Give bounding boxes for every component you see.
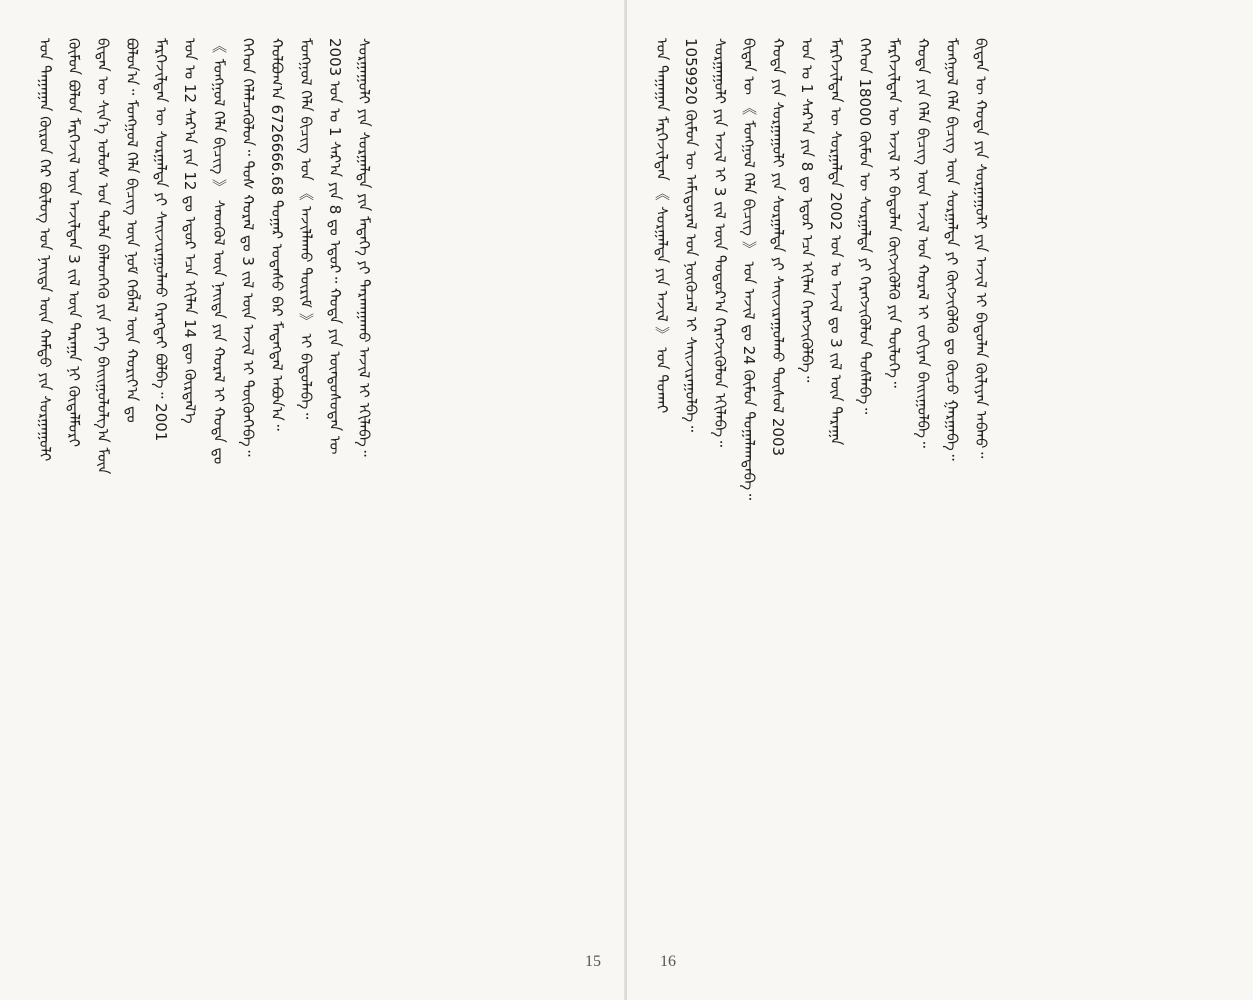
text-column: ᠣᠨ ᠤ 1 ᠰᠠᠷ᠎ᠠ ᠶᠢᠨ 8 ᠳᠤ ᠡᠳᠦᠷ ᠡᠴᠡ ᠡᠬᠢᠯᠡᠨ ᠬᠡᠷᠡᠭᠵᠢᠭᠦᠯᠪᠡ᠃ xyxy=(798,38,816,383)
page-number-left: 15 xyxy=(585,953,601,970)
text-column: ᠬᠣᠲᠠ ᠶᠢᠨ ᠬᠡᠯᠡ ᠪᠢᠴᠢᠭ ᠦᠨ ᠠᠵᠢᠯ ᠤᠨ ᠬᠤᠷᠠᠯ ᠢ ᠵᠣᠬᠢᠶᠠᠨ ᠪᠠᠢᠢᠭᠤᠯᠪᠠ᠃ xyxy=(914,38,932,448)
text-column: ᠪᠢᠳᠡᠨ ᠦ ᠬᠣᠲᠠ ᠶᠢᠨ ᠰᠤᠷᠭᠠᠭᠤᠯᠢ ᠶᠢᠨ ᠠᠵᠢᠯ ᠢ ᠪᠠᠲᠤᠯᠠᠨ ᠬᠦᠯᠢᠶᠡᠨ ᠠᠪᠬᠤ᠃ xyxy=(972,38,990,459)
text-column: ᠣᠨ ᠤ 12 ᠰᠠᠷ᠎ᠠ ᠶᠢᠨ 12 ᠳᠤ ᠡᠳᠦᠷ ᠡᠴᠡ ᠡᠬᠢᠯᠡᠨ 14 ᠳᠦ ᠬᠦᠷᠲᠡᠯ᠎ᠡ xyxy=(181,38,199,424)
text-column: ᠮᠡᠷᠭᠡᠵᠢᠯᠲᠡᠨ ᠦ ᠠᠵᠢᠯ ᠢ ᠪᠠᠲᠤᠯᠠᠨ ᠬᠥᠭᠵᠢᠭᠦᠯᠬᠦ ᠶᠢᠨ ᠲᠥᠯᠦᠭᠡ᠃ xyxy=(885,38,903,388)
text-column: ᠪᠢᠳᠡᠨ ᠦ 《 ᠮᠣᠩᠭᠣᠯ ᠬᠡᠯᠡ ᠪᠢᠴᠢᠭ 》 ᠤᠨ ᠠᠵᠢᠯ ᠳᠤ 24 ᠬᠦᠮᠦᠨ ᠲᠣᠭᠠᠯᠠᠭᠳᠠᠪᠠ᠃ xyxy=(740,38,758,500)
page-number-right: 16 xyxy=(660,953,676,970)
left-page-text-block xyxy=(30,38,614,948)
text-column: ᠰᠤᠷᠭᠠᠭᠤᠯᠢ ᠶᠢᠨ ᠠᠵᠢᠯ ᠢ 3 ᠵᠢᠯ ᠦᠨ ᠳᠤᠲᠤᠷ᠎ᠠ ᠬᠡᠷᠡᠭᠵᠢᠭᠦᠯᠦᠨ ᠡᠬᠢᠯᠡᠪᠡ᠃ xyxy=(711,38,729,448)
text-column: ᠤᠨ ᠳᠠᠭᠠᠭᠠᠨ ᠬᠦᠷᠦᠨ ᠭᠡᠷ ᠪᠦᠯᠦᠭ ᠤᠨ ᠨᠡᠢᠳᠡ ᠦᠨ ᠬᠠᠮᠲᠤ ᠶᠢᠨ ᠰᠤᠷᠭᠠᠭᠤᠯᠢ xyxy=(36,38,54,462)
text-column: ᠰᠤᠷᠭᠠᠭᠤᠯᠢ ᠶᠢᠨ ᠰᠤᠷᠭᠠᠯᠲᠠ ᠶᠢᠨ ᠮᠡᠳᠡᠭᠡ ᠶᠢ ᠲᠠᠷᠬᠠᠭᠠᠬᠤ ᠠᠵᠢᠯ ᠢ ᠡᠬᠢᠯᠡᠪᠡ᠃ xyxy=(355,38,373,457)
text-column: 《 ᠮᠣᠩᠭᠣᠯ ᠬᠡᠯᠡ ᠪᠢᠴᠢᠭ 》 ᠰᠡᠳᠬᠦᠯ ᠦᠨ ᠨᠡᠢᠳᠡ ᠶᠢᠨ ᠬᠤᠷᠠᠯ ᠢ ᠬᠣᠲᠠ ᠳᠤ xyxy=(210,38,228,465)
text-column: ᠮᠡᠷᠭᠡᠵᠢᠯᠲᠡᠨ ᠦ ᠰᠤᠷᠭᠠᠯᠲᠠ 2002 ᠣᠨ ᠤ ᠠᠵᠢᠯ ᠳᠤ 3 ᠵᠢᠯ ᠦᠨ ᠳᠠᠷᠠᠭᠠ xyxy=(827,38,845,446)
right-page xyxy=(627,0,1253,1000)
right-page-text-block xyxy=(647,38,1237,948)
text-column: ᠬᠣᠲᠠ ᠶᠢᠨ ᠰᠤᠷᠭᠠᠭᠤᠯᠢ ᠶᠢᠨ ᠰᠤᠷᠭᠠᠯᠲᠠ ᠶᠢ ᠰᠠᠢᠵᠢᠷᠠᠭᠤᠯᠬᠤ ᠲᠥᠰᠥᠯ 2003 xyxy=(769,38,787,457)
text-column: 1059920 ᠬᠦᠮᠦᠨ ᠦ ᠠᠮᠢᠳᠤᠷᠠᠯ ᠤᠨ ᠨᠦᠬᠦᠴᠡᠯ ᠢ ᠰᠠᠢᠵᠢᠷᠠᠭᠤᠯᠪᠠ᠃ xyxy=(682,38,700,432)
text-column: ᠬᠡᠭᠡᠳ 18000 ᠬᠦᠮᠦᠨ ᠦ ᠰᠤᠷᠭᠠᠯᠲᠠ ᠶᠢ ᠬᠡᠷᠡᠭᠵᠢᠭᠦᠯᠦᠨ ᠲᠤᠰᠯᠠᠪᠠ᠃ xyxy=(856,38,874,415)
text-column: ᠮᠣᠩᠭᠣᠯ ᠬᠡᠯᠡ ᠪᠢᠴᠢᠭ ᠤᠨ 《 ᠠᠵᠢᠯᠯᠠᠬᠤ ᠳᠦᠷᠢᠮ 》 ᠢ ᠪᠠᠲᠤᠯᠠᠪᠠ᠃ xyxy=(297,38,315,420)
text-column: ᠬᠣᠯᠪᠣᠭ᠎ᠠ 6726666.68 ᠳᠤᠭᠠᠷ ᠤᠲᠠᠰᠤ ᠪᠠᠷ ᠮᠡᠳᠡᠭᠳᠡᠯ ᠠᠪᠤᠨ᠎ᠠ᠃ xyxy=(268,38,286,431)
text-column: ᠮᠡᠷᠭᠡᠵᠢᠯᠲᠡᠨ ᠦ ᠰᠤᠷᠭᠠᠯᠲᠠ ᠶᠢ ᠰᠠᠢᠵᠢᠷᠠᠭᠤᠯᠬᠤ ᠬᠡᠷᠡᠭᠲᠡᠢ ᠪᠣᠯᠪᠠ᠃ 2001 xyxy=(152,38,170,442)
text-column: ᠬᠦᠮᠦᠨ ᠪᠤᠯᠤᠨ ᠮᠡᠷᠭᠡᠵᠢᠯ ᠦᠨ ᠠᠵᠢᠯᠲᠠᠨ 3 ᠵᠢᠯ ᠦᠨ ᠳᠠᠷᠠᠭᠠ ᠨᠢ ᠬᠦᠳᠡᠯᠮᠦᠷᠢ xyxy=(65,38,83,447)
text-column: ᠮᠣᠩᠭᠣᠯ ᠬᠡᠯᠡ ᠪᠢᠴᠢᠭ ᠦᠨ ᠰᠤᠷᠭᠠᠯᠲᠠ ᠶᠢ ᠬᠥᠭᠵᠢᠭᠦᠯᠬᠦ ᠳᠤ ᠬᠦᠴᠦ ᠭᠠᠷᠭᠠᠪᠠ᠃ xyxy=(943,38,961,461)
text-column: ᠪᠢᠳᠡᠨ ᠦ ᠰᠢᠨ᠎ᠡ ᠤᠯᠤᠰ ᠤᠨ ᠲᠤᠯᠠ ᠪᠡᠯᠡᠳᠬᠡᠬᠦ ᠶᠢᠨ ᠶᠡᠬᠡ ᠪᠠᠢᠢᠭᠤᠯᠤᠯᠭ᠎ᠠ ᠮᠦᠨ xyxy=(94,38,112,475)
text-column: ᠤᠨ ᠳᠠᠭᠠᠭᠠᠨ ᠮᠡᠷᠭᠡᠵᠢᠯᠲᠡᠨ 《 ᠰᠤᠷᠭᠠᠯᠲᠠ ᠶᠢᠨ ᠠᠵᠢᠯ 》 ᠤᠨ ᠲᠤᠬᠠᠢ xyxy=(653,38,671,414)
text-column: ᠪᠣᠯᠤᠨ᠎ᠠ᠃ ᠮᠣᠩᠭᠣᠯ ᠬᠡᠯᠡ ᠪᠢᠴᠢᠭ ᠦᠨ ᠨᠣᠮ ᠬᠡᠪᠯᠡᠯ ᠦᠨ ᠬᠣᠷᠢᠶ᠎ᠠ ᠳᠤ xyxy=(123,38,141,423)
text-column: ᠬᠡᠭᠡᠳ ᠬᠡᠯᠡᠯᠴᠡᠭᠦᠯᠦᠨ᠃ ᠲᠤᠰ ᠬᠤᠷᠠᠯ ᠳᠤ 3 ᠵᠢᠯ ᠦᠨ ᠠᠵᠢᠯ ᠢ ᠳᠦᠭᠦᠨᠬᠡᠪᠡ᠃ xyxy=(239,38,257,457)
text-column: 2003 ᠣᠨ ᠤ 1 ᠰᠠᠷ᠎ᠠ ᠶᠢᠨ 8 ᠳᠤ ᠡᠳᠦᠷ᠃ ᠬᠣᠲᠠ ᠶᠢᠨ ᠦᠨᠳᠦᠰᠦᠲᠡᠨ ᠦ xyxy=(326,38,344,455)
left-page xyxy=(0,0,626,1000)
